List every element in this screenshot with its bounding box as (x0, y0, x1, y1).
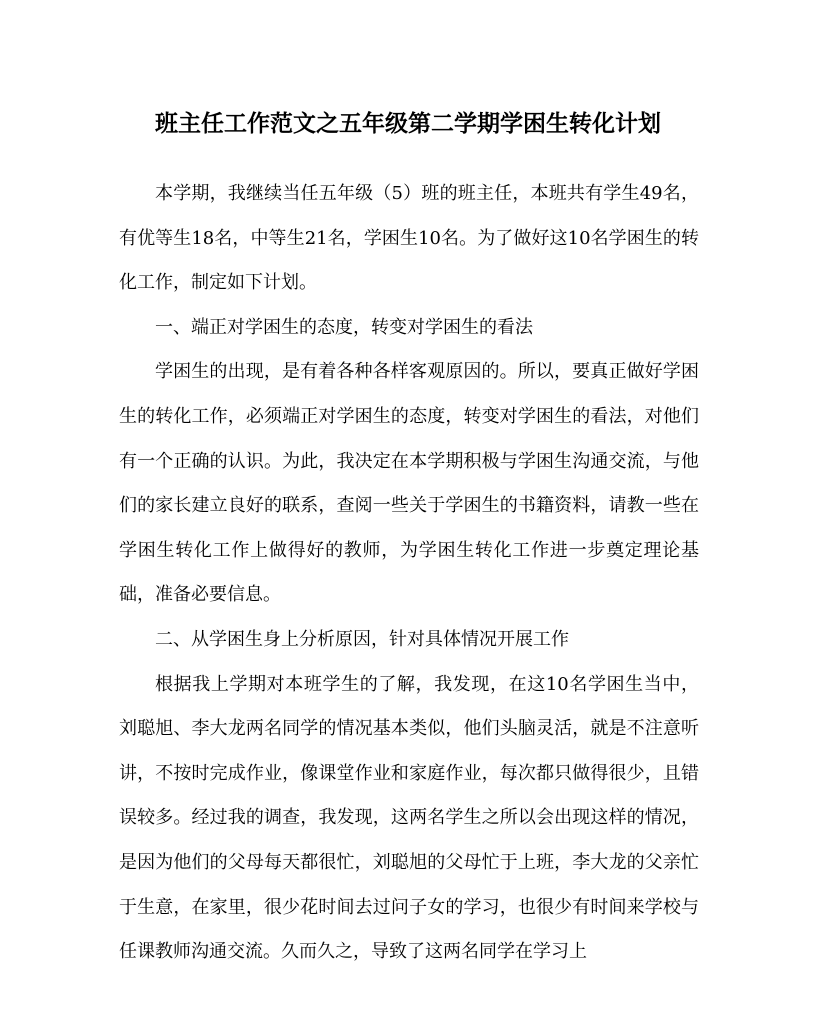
section-2-paragraph: 根据我上学期对本班学生的了解，我发现，在这10名学困生当中，刘聪旭、李大龙两名同学的情况基本类似，他们头脑灵活，就是不注意听讲，不按时完成作业，像课堂作业和家庭作业，每次都只做得很少，且错误较多。经过我的调查，我发现，这两名学生之所以会出现这样的情况，是因为他们的父母每天都很忙，刘聪旭的父母忙于上班，李大龙的父亲忙于生意，在家里，很少花时间去过问子女的学习，也很少有时间来学校与任课教师沟通交流。久而久之，导致了这两名同学在学习上 (119, 673, 699, 963)
document-body (119, 172, 699, 975)
intro-paragraph: 本学期，我继续当任五年级（5）班的班主任，本班共有学生49名，有优等生18名，中等生21名，学困生10名。为了做好这10名学困生的转化工作，制定如下计划。 (119, 183, 699, 294)
document-title: 班主任工作范文之五年级第二学期学困生转化计划 (155, 110, 661, 137)
section-heading-1: 一、端正对学困生的态度，转变对学困生的看法 (155, 316, 533, 338)
section-heading-2: 二、从学困生身上分析原因，针对具体情况开展工作 (155, 628, 569, 650)
section-1-paragraph: 学困生的出现，是有着各种各样客观原因的。所以，要真正做好学困生的转化工作，必须端正对学困生的态度，转变对学困生的看法，对他们有一个正确的认识。为此，我决定在本学期积极与学困生沟通交流，与他们的家长建立良好的联系，查阅一些关于学困生的书籍资料，请教一些在学困生转化工作上做得好的教师，为学困生转化工作进一步奠定理论基础，准备必要信息。 (119, 361, 699, 606)
